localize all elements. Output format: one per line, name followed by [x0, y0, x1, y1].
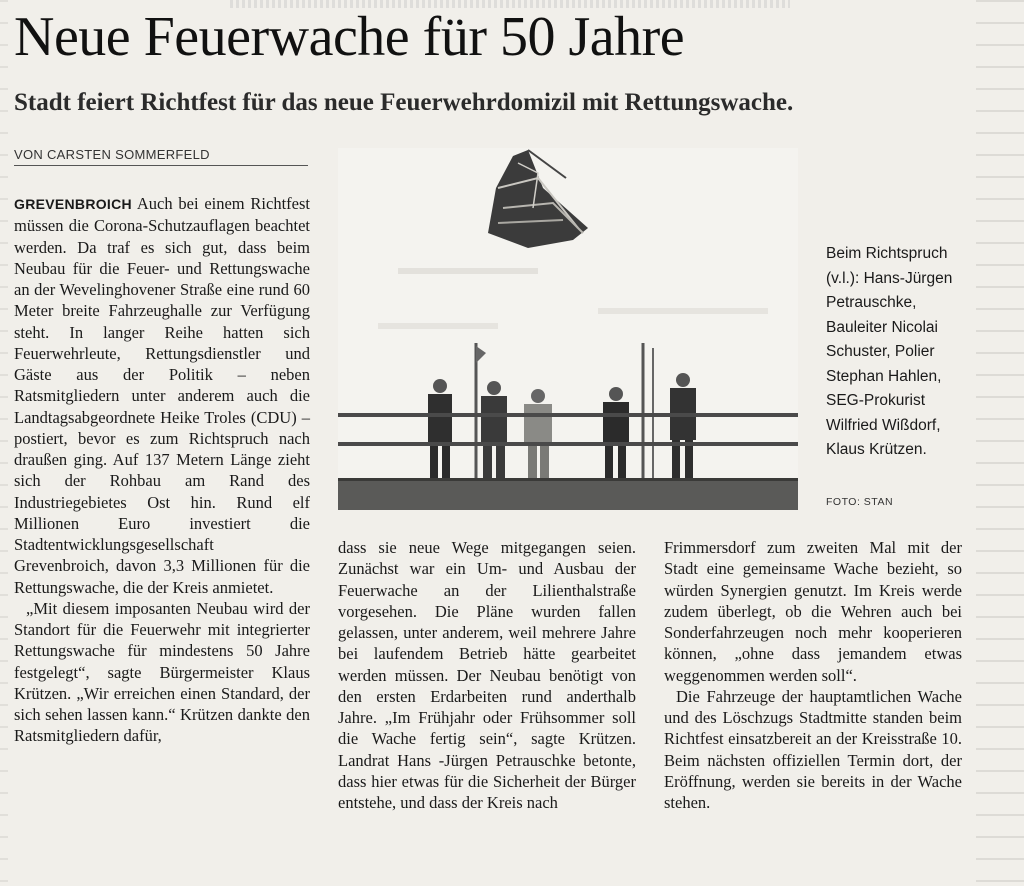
bleed-through-left [0, 0, 8, 886]
lead-text: Auch bei einem Richtfest müssen die Corona-Schutzauflagen beachtet werden. Da traf es sich gut, dass beim Neubau für die Feuer- und Rettungswache an der Wevelinghovener Straße eine rund 60 Meter breite Fahrzeughalle zur Verfügung steht. In langer Reihe hatten sich Feuerwehrleute, Rettungsdienstler und Gäste aus der Politik – neben Ratsmitgliedern unter anderem auch die Landtagsabgeordnete Heike Troles (CDU) – postiert, bevor es zum Richtspruch nach draußen ging. Auf 137 Metern Länge zieht sich der Rohbau am Rand des Industriegebietes Ost hin. Rund elf Millionen Euro investiert die Stadtentwicklungsgesellschaft Grevenbroich, davon 3,3 Millionen für die Rettungswache, die der Kreis anmietet. [14, 194, 310, 597]
photo-illustration [338, 148, 798, 510]
article-column-3 [664, 537, 962, 813]
headline: Neue Feuerwache für 50 Jahre [14, 6, 685, 68]
paragraph-5: Die Fahrzeuge der hauptamtlichen Wache und des Löschzugs Stadtmitte standen beim Richtfest einsatzbereit an der Kreisstraße 10. Beim nächsten offiziellen Termin dort, der Eröffnung, werden sie bereits in der Wache stehen. [664, 686, 962, 812]
article-column-2 [338, 537, 636, 813]
article-column-1 [14, 193, 310, 747]
photo-caption: Beim Richtspruch (v.l.): Hans-Jürgen Petrauschke, Bauleiter Nicolai Schuster, Polier Stephan Hahlen, SEG-Prokurist Wilfried Wißdorf, Klaus Krützen. [826, 245, 953, 458]
subheadline: Stadt feiert Richtfest für das neue Feuerwehrdomizil mit Rettungswache. [14, 89, 794, 116]
byline: VON CARSTEN SOMMERFELD [14, 147, 308, 166]
photo-credit: FOTO: STAN [826, 496, 894, 508]
lead-paragraph [14, 193, 310, 598]
photo-richtfest [338, 148, 798, 510]
paragraph-4: Frimmersdorf zum zweiten Mal mit der Stadt eine gemeinsame Wache bezieht, so würden Synergien genutzt. Im Kreis werde zudem überlegt, ob die Wehren auch bei Sonderfahrzeugen noch mehr kooperieren können, „ohne dass jemandem etwas weggenommen werden soll“. [664, 538, 962, 685]
paragraph-2: „Mit diesem imposanten Neubau wird der Standort für die Feuerwehr mit integrierter Rettungswache für mindestens 50 Jahre festgelegt“, sagte Bürgermeister Klaus Krützen. „Wir erreichen einen Standard, der sich sehen lassen kann.“ Krützen dankte den Ratsmitgliedern dafür, [14, 598, 310, 746]
dateline: GREVENBROICH [14, 196, 132, 212]
paragraph-3: dass sie neue Wege mitgegangen seien. Zunächst war ein Um- und Ausbau der Feuerwache an der Lilienthalstraße vorgesehen. Die Pläne wurden fallen gelassen, unter anderem, weil mehrere Jahre bei laufendem Betrieb hätte gearbeitet werden müssen. Der Neubau benötigt von den ersten Erdarbeiten rund anderthalb Jahre. „Im Frühjahr oder Frühsommer soll die Wache fertig sein“, sagte Krützen. Landrat Hans -Jürgen Petrauschke betonte, dass hier etwas für die Sicherheit der Bürger entstehe, und dass der Kreis nach [338, 538, 636, 812]
bleed-through-right [976, 0, 1024, 886]
